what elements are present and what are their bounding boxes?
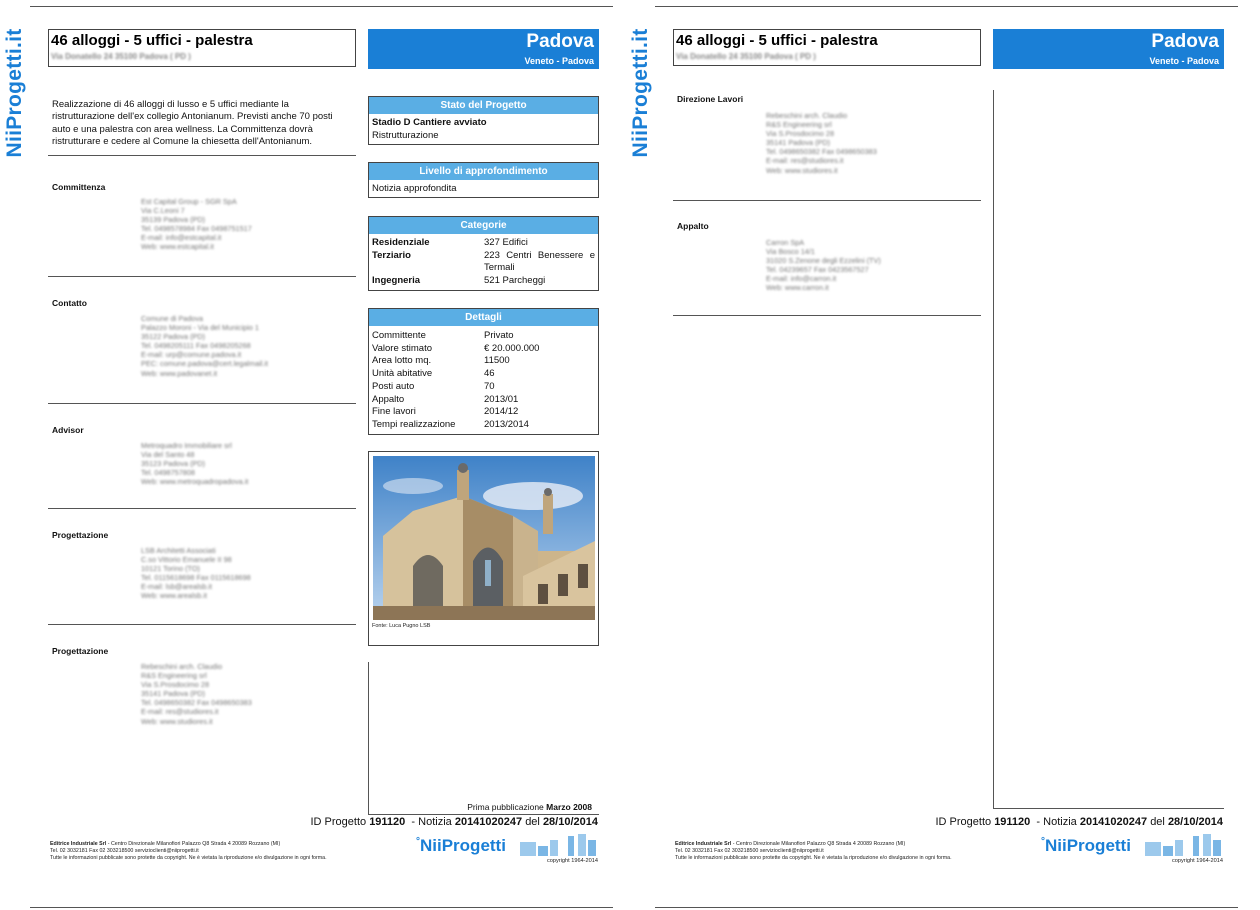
categorie-panel xyxy=(368,216,599,291)
section-divider xyxy=(48,624,356,625)
side-brand-logo: NiiProgetti.it xyxy=(3,28,26,158)
section-divider xyxy=(673,200,981,201)
section-divider xyxy=(48,276,356,277)
project-title: 46 alloggi - 5 uffici - palestra xyxy=(676,32,878,49)
page1-bottom-rule xyxy=(30,907,613,908)
project-photo xyxy=(373,456,595,620)
contact-block: LSB Architetti Associati C.so Vittorio Emanuele II 98 10121 Torino (TO) Tel. 0115618698 Fax 0115618698 E-mail: lsb@arealsb.it Web: www.arealsb.it xyxy=(141,546,251,601)
project-title: 46 alloggi - 5 uffici - palestra xyxy=(51,32,253,49)
panel-heading: Livello di approfondimento xyxy=(369,163,598,180)
footer-info: Editrice Industriale Srl - Centro Direzionale Milanofiori Palazzo Q8 Strada 4 20089 Rozzano (MI) Tel. 02 3032181 Fax 02 303218500 servizioclienti@niiprogetti.it Tutte le informazioni pubblicate sono protette da copyright. Ne è vietata la riproduzione e/o divulgazione in ogni forma. xyxy=(675,841,952,861)
panel-heading: Stato del Progetto xyxy=(369,97,598,114)
dettaglio-row: Valore stimato € 20.000.000 xyxy=(372,342,540,354)
stato-type: Ristrutturazione xyxy=(372,129,439,141)
section-title: Committenza xyxy=(52,182,106,192)
city-region: Veneto - Padova xyxy=(524,56,594,66)
project-id-line: ID Progetto 191120 - Notizia 20141020247 del 28/10/2014 xyxy=(935,816,1223,828)
project-description: Realizzazione di 46 alloggi di lusso e 5 uffici mediante la ristrutturazione dell'ex collegio Antonianum. Previsti anche 70 posti auto e una palestra con area wellness. La Committenza dovrà ristrutturare e cedere al Comune la chiesetta dell'Antonianum. xyxy=(52,99,333,147)
categoria-row: Ingegneria 521 Parcheggi xyxy=(372,275,546,287)
section-title: Appalto xyxy=(677,221,709,231)
city-name: Padova xyxy=(526,31,594,52)
dettaglio-row: Posti auto 70 xyxy=(372,380,495,392)
dettaglio-row: Tempi realizzazione 2013/2014 xyxy=(372,418,529,430)
dettaglio-row: Area lotto mq. 11500 xyxy=(372,355,510,367)
publication-info: Prima pubblicazione Marzo 2008 xyxy=(467,802,592,812)
contact-block: Rebeschini arch. Claudio R&S Engineering srl Via S.Prosdocimo 28 35141 Padova (PD) Tel. 0498650382 Fax 0498650383 E-mail: res@studiores.it Web: www.studiores.it xyxy=(141,662,252,726)
stato-stage: Stadio D Cantiere avviato xyxy=(372,117,487,128)
section-title: Progettazione xyxy=(52,530,109,540)
skyline-graphic xyxy=(520,834,598,856)
categoria-row: Terziario 223 Centri Benessere e Termali xyxy=(372,249,595,274)
categoria-row: Residenziale 327 Edifici xyxy=(372,237,528,248)
dettagli-panel xyxy=(368,308,599,435)
dettaglio-row: Unità abitative 46 xyxy=(372,368,495,380)
project-title-box xyxy=(48,29,356,67)
livello-panel xyxy=(368,162,599,198)
copyright: copyright 1964-2014 xyxy=(1171,858,1223,864)
skyline-graphic xyxy=(1145,834,1223,856)
side-brand-logo: NiiProgetti.it xyxy=(629,28,652,158)
dettaglio-row: Appalto 2013/01 xyxy=(372,393,519,405)
section-divider xyxy=(48,403,356,404)
right-column-bottom-rule xyxy=(993,808,1224,809)
footer-info: Editrice Industriale Srl - Centro Direzionale Milanofiori Palazzo Q8 Strada 4 20089 Rozzano (MI) Tel. 02 3032181 Fax 02 303218500 servizioclienti@niiprogetti.it Tutte le informazioni pubblicate sono protette da copyright. Ne è vietata la riproduzione e/o divulgazione in ogni forma. xyxy=(50,841,327,861)
dettaglio-row: Fine lavori 2014/12 xyxy=(372,406,519,418)
section-title: Contatto xyxy=(52,298,87,308)
city-box xyxy=(993,29,1224,69)
section-title: Advisor xyxy=(52,425,84,435)
right-column-line xyxy=(993,90,994,808)
contact-block: Carron SpA Via Bosco 14/1 31020 S.Zenone degli Ezzelini (TV) Tel. 04239657 Fax 0423567527 E-mail: info@carron.it Web: www.carron.it xyxy=(766,238,881,293)
copyright: copyright 1964-2014 xyxy=(546,858,598,864)
page2-bottom-rule xyxy=(655,907,1238,908)
niiprogetti-logo: °NiiProgetti xyxy=(1041,836,1131,855)
section-divider xyxy=(48,508,356,509)
project-photo-frame xyxy=(368,451,599,646)
niiprogetti-logo: °NiiProgetti xyxy=(416,836,506,855)
livello-value: Notizia approfondita xyxy=(372,183,457,194)
page2-top-rule xyxy=(655,6,1238,7)
panel-heading: Dettagli xyxy=(369,309,598,326)
page1-top-rule xyxy=(30,6,613,7)
right-column-line xyxy=(368,662,369,814)
contact-block: Rebeschini arch. Claudio R&S Engineering srl Via S.Prosdocimo 28 35141 Padova (PD) Tel. 0498650382 Fax 0498650383 E-mail: res@studiores.it Web: www.studiores.it xyxy=(766,111,877,175)
project-title-box xyxy=(673,29,981,66)
section-divider xyxy=(673,315,981,316)
dettaglio-row: Committente Privato xyxy=(372,330,514,341)
photo-credit: Fonte: Luca Pugno LSB xyxy=(372,623,431,629)
description-divider xyxy=(48,155,356,156)
project-id-line: ID Progetto 191120 - Notizia 20141020247 del 28/10/2014 xyxy=(310,816,598,828)
contact-block: Est Capital Group - SGR SpA Via C.Leoni 7 35139 Padova (PD) Tel. 0498578984 Fax 0498751517 E-mail: info@estcapital.it Web: www.estcapital.it xyxy=(141,197,252,252)
section-title: Direzione Lavori xyxy=(677,94,744,104)
city-region: Veneto - Padova xyxy=(1149,56,1219,66)
city-box xyxy=(368,29,599,69)
panel-heading: Categorie xyxy=(369,217,598,234)
project-address: Via Donatello 24 35100 Padova ( PD ) xyxy=(51,52,191,61)
project-address: Via Donatello 24 35100 Padova ( PD ) xyxy=(676,52,816,61)
contact-block: Comune di Padova Palazzo Moroni - Via del Municipio 1 35122 Padova (PD) Tel. 0498205111 Fax 0498205268 E-mail: urp@comune.padova.it PEC: comune.padova@cert.legalmail.it Web: www.padovanet.it xyxy=(141,314,269,378)
city-name: Padova xyxy=(1151,31,1219,52)
section-title: Progettazione xyxy=(52,646,109,656)
right-column-bottom-rule xyxy=(368,814,599,815)
contact-block: Metroquadro Immobiliare srl Via del Santo 48 35123 Padova (PD) Tel. 0498757808 Web: www.metroquadropadova.it xyxy=(141,441,249,487)
stato-panel xyxy=(368,96,599,145)
